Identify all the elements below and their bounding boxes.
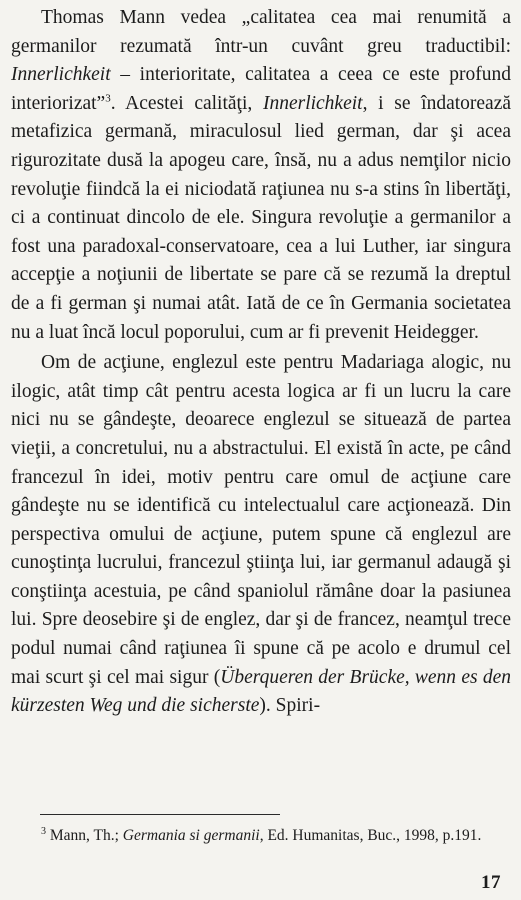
footnote-details: , Ed. Humanitas, Buc., 1998, p.191.	[259, 827, 482, 844]
footnote-separator	[40, 814, 280, 815]
paragraph-1	[11, 4, 511, 347]
german-quote: Überqueren der Brücke, wenn es den kürzesten Weg und die sicherste	[11, 666, 511, 717]
paragraph-1-text-a: Thomas Mann vedea „calitatea cea mai renumită a germanilor rezumată într-un cuvânt greu traductibil:	[11, 7, 511, 57]
paragraph-1-text-d: , i se îndatorează metafizica germană, miraculosul lied german, dar şi acea rigurozitate dusă la apogeu care, însă, nu a adus nemţilor nicio revoluţie fiindcă la ei niciodată raţiunea nu s-a stins în libertăţi, ci a continuat dincolo de ele. Singura revoluţie a germanilor a fost una paradoxal-conservatoare, cea a lui Luther, iar singura accepţie a noţiunii de libertate se pare că se rezumă la dreptul de a fi german şi numai atât. Iată de ce în Germania societatea nu a luat încă locul poporului, cum ar fi prevenit Heidegger.	[11, 92, 512, 343]
paragraph-2-text-a: Om de acţiune, englezul este pentru Madariaga alogic, nu ilogic, atât timp cât pentru acesta logica ar fi un lucru la care nici nu se gândeşte, deoarece englezul se situează de partea vieţii, a concretului, nu a abstractului. El există în acte, pe când francezul în idei, motiv pentru care omul de acţiune care gândeşte nu se identifică cu intelectualul care acţionează. Din perspectiva omului de acţiune, putem spune că englezul are cunoştinţa lucrului, francezul ştiinţa lui, iar germanul adaugă şi conştiinţa acestuia, pe când spaniolul rămâne doar la pasiunea lui. Spre deosebire şi de englez, dar şi de francez, neamţul trece podul numai când raţiunea îi spune că pe acolo e drumul cel mai scurt şi cel mai sigur (	[11, 352, 511, 688]
footnote	[11, 826, 511, 846]
term-innerlichkeit-2: Innerlichkeit	[262, 92, 363, 114]
main-text	[11, 4, 511, 721]
footnote-author: Mann, Th.;	[46, 827, 123, 844]
paragraph-1-text-c: . Acestei calităţi,	[110, 92, 263, 114]
page-number: 17	[481, 872, 501, 893]
paragraph-2	[11, 349, 511, 721]
footnote-number: 3	[41, 825, 46, 837]
paragraph-1-text-b: – interioritate, calitatea a ceea ce este profund interiorizat”	[11, 64, 511, 114]
term-innerlichkeit-1: Innerlichkeit	[11, 64, 111, 86]
paragraph-2-text-b: ). Spiri-	[259, 695, 321, 717]
footnote-title: Germania si germanii	[122, 827, 260, 844]
footnote-reference: 3	[105, 92, 111, 105]
